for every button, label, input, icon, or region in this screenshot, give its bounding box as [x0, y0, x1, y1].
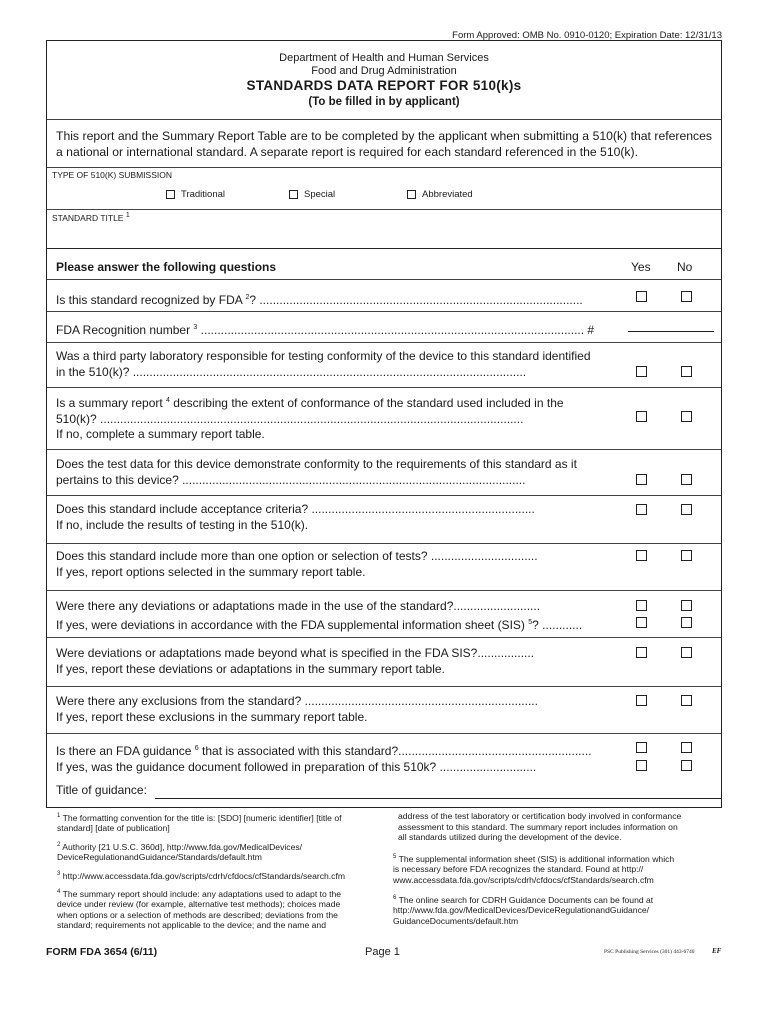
q9-yes-checkbox[interactable] [636, 647, 647, 658]
question-summary-report: Is a summary report $^4$ describing the extent of conformance of the standard used included in the 510(k)? ............................................................................................................................... If no, complete a summary report table. [56, 396, 564, 441]
q11a-yes-checkbox[interactable] [636, 742, 647, 753]
footnote-3: $^3$ http://www.accessdata.fda.gov/scripts/cdrh/cfdocs/cfStandards/search.cfm [57, 870, 346, 881]
q11b-yes-checkbox[interactable] [636, 760, 647, 771]
divider [47, 342, 721, 343]
divider [47, 733, 721, 734]
department-name: Department of Health and Human Services [279, 52, 489, 64]
divider [47, 543, 721, 544]
traditional-checkbox[interactable] [166, 190, 175, 199]
divider [47, 686, 721, 687]
traditional-label: Traditional [181, 189, 226, 200]
page-number: Page 1 [365, 946, 400, 958]
q7-yes-checkbox[interactable] [636, 550, 647, 561]
special-checkbox[interactable] [289, 190, 298, 199]
special-option[interactable] [289, 189, 335, 200]
question-exclusions: Were there any exclusions from the standard? ...................................................................... If yes, report these exclusions in the summary report table. [56, 694, 538, 724]
q1-yes-checkbox[interactable] [636, 291, 647, 302]
q6-no-checkbox[interactable] [681, 504, 692, 515]
hash-symbol: # [587, 323, 595, 337]
q5-yes-checkbox[interactable] [636, 474, 647, 485]
abbreviated-label: Abbreviated [422, 189, 473, 200]
q6-yes-checkbox[interactable] [636, 504, 647, 515]
q10-no-checkbox[interactable] [681, 695, 692, 706]
q11b-no-checkbox[interactable] [681, 760, 692, 771]
divider [47, 495, 721, 496]
divider [47, 167, 721, 168]
q4-yes-checkbox[interactable] [636, 411, 647, 422]
divider [47, 590, 721, 591]
q10-yes-checkbox[interactable] [636, 695, 647, 706]
question-deviations: Were there any deviations or adaptations made in the use of the standard?.......................... If yes, were deviations in accordance with the FDA supplemental information sheet (SIS) $^5$? ............ [56, 599, 583, 632]
question-multiple-options: Does this standard include more than one option or selection of tests? ................................ If yes, report options selected in the summary report table. [56, 549, 538, 579]
question-beyond-sis: Were deviations or adaptations made beyond what is specified in the FDA SIS?................. If yes, report these deviations or adaptations in the summary report table. [56, 646, 535, 676]
footnote-4-continued: address of the test laboratory or certification body involved in conformance assessment to this standard. The summary report includes information on all standards utilized during the development of the device. [398, 811, 682, 842]
q5-no-checkbox[interactable] [681, 474, 692, 485]
questions-header: Please answer the following questions [56, 260, 277, 274]
special-label: Special [304, 189, 336, 200]
divider [47, 449, 721, 450]
abbreviated-checkbox[interactable] [407, 190, 416, 199]
ef-mark: EF [712, 947, 722, 955]
divider [47, 209, 721, 210]
recognition-number-field[interactable] [628, 331, 714, 332]
footnote-1: $^1$ The formatting convention for the title is: [SDO] [numeric identifier] [title of standard] [date of publication] [57, 812, 342, 834]
yes-column-header: Yes [631, 260, 651, 274]
form-number: FORM FDA 3654 (6/11) [46, 946, 158, 958]
question-test-data: Does the test data for this device demonstrate conformity to the requirements of this standard as it pertains to this device? ....................................................................................................... [56, 457, 577, 487]
q1-no-checkbox[interactable] [681, 291, 692, 302]
traditional-option[interactable] [166, 189, 225, 200]
standard-title-label: STANDARD TITLE $^1$ [52, 212, 130, 223]
footnote-6: $^6$ The online search for CDRH Guidance Documents can be found at http://www.fda.gov/MedicalDevices/DeviceRegulationandGuidance/ GuidanceDocuments/default.htm [393, 894, 654, 926]
q8b-yes-checkbox[interactable] [636, 617, 647, 628]
abbreviated-option[interactable] [407, 189, 473, 200]
question-fda-recognized: Is this standard recognized by FDA $^2$? ................................................................................................. [56, 293, 583, 307]
form-subtitle: (To be filled in by applicant) [308, 96, 460, 108]
no-column-header: No [677, 260, 693, 274]
question-fda-guidance: Is there an FDA guidance $^6$ that is associated with this standard?.......................................................... If yes, was the guidance document followed in preparation of this 510k? ............................. [56, 744, 592, 774]
footnote-5: $^5$ The supplemental information sheet (SIS) is additional information which is necessary before FDA recognizes the standard. Found at http:// www.accessdata.fda.gov/scripts/cdrh/cfdocs/cfStandards/search.cfm [393, 853, 675, 885]
agency-name: Food and Drug Administration [311, 65, 457, 77]
q4-no-checkbox[interactable] [681, 411, 692, 422]
submission-type-label: TYPE OF 510(K) SUBMISSION [52, 170, 172, 180]
question-recognition-number: FDA Recognition number $^3$ ................................................................................................................... # [56, 323, 595, 337]
divider [47, 119, 721, 120]
form-frame [46, 40, 722, 808]
guidance-title-field[interactable] [155, 798, 722, 799]
footnote-2: $^2$ Authority [21 U.S.C. 360d], http://www.fda.gov/MedicalDevices/ DeviceRegulationandGuidance/Standards/default.htm [57, 841, 303, 863]
q3-no-checkbox[interactable] [681, 366, 692, 377]
guidance-title-label: Title of guidance: [56, 783, 147, 797]
divider [47, 311, 721, 312]
publisher-credit: PSC Publishing Services (301) 443-6740 [604, 949, 695, 955]
standard-title-field[interactable] [47, 225, 721, 247]
divider [47, 637, 721, 638]
divider [47, 387, 721, 388]
question-acceptance-criteria: Does this standard include acceptance criteria? ................................................................... If no, include the results of testing in the 510(k). [56, 502, 535, 532]
q11a-no-checkbox[interactable] [681, 742, 692, 753]
q8a-no-checkbox[interactable] [681, 600, 692, 611]
intro-text: This report and the Summary Report Table are to be completed by the applicant when submitting a 510(k) that references a national or international standard. A separate report is required for each standard referenced in the 510(k). [56, 129, 712, 159]
q3-yes-checkbox[interactable] [636, 366, 647, 377]
divider [47, 248, 721, 249]
q8a-yes-checkbox[interactable] [636, 600, 647, 611]
footnote-4: $^4$ The summary report should include: any adaptations used to adapt to the device under review (for example, alternative test methods); choices made when options or a selection of methods are described; deviations from the standard; requirements not applicable to the device; and the name and [57, 888, 342, 931]
question-third-party-lab: Was a third party laboratory responsible for testing conformity of the device to this standard identified in the 510(k)? ...................................................................................................................... [56, 349, 591, 379]
form-title: STANDARDS DATA REPORT FOR 510(k)s [246, 78, 522, 93]
q7-no-checkbox[interactable] [681, 550, 692, 561]
q9-no-checkbox[interactable] [681, 647, 692, 658]
q8b-no-checkbox[interactable] [681, 617, 692, 628]
omb-approval: Form Approved: OMB No. 0910-0120; Expiration Date: 12/31/13 [452, 30, 722, 41]
divider [47, 279, 721, 280]
